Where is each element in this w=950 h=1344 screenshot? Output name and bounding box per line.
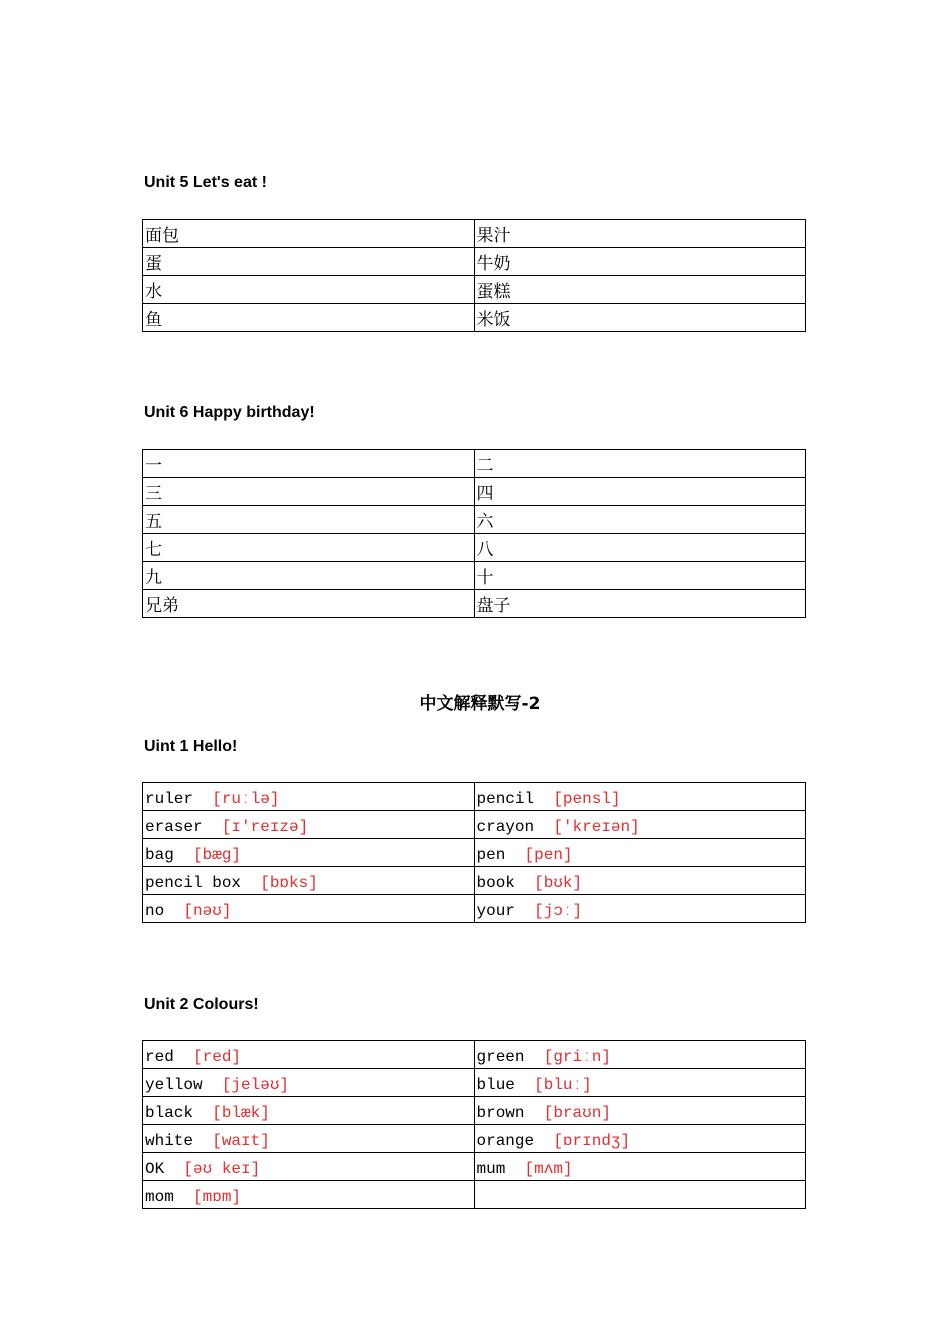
vocab-cell: 兄弟 <box>143 590 475 618</box>
spacer <box>515 902 534 920</box>
table-row <box>143 1069 806 1097</box>
vocab-cell <box>474 895 806 923</box>
spacer <box>534 1132 553 1150</box>
vocab-cell <box>474 783 806 811</box>
unit2-table <box>142 1040 806 1209</box>
spacer <box>193 790 212 808</box>
vocab-cell <box>474 1097 806 1125</box>
vocab-cell <box>143 1069 475 1097</box>
vocab-cell <box>474 867 806 895</box>
vocab-cell <box>474 1181 806 1209</box>
phonetic-transcription: [ruːlə] <box>212 790 280 808</box>
vocab-cell <box>143 1041 475 1069</box>
table-row <box>143 304 806 332</box>
phonetic-transcription: [griːn] <box>543 1048 611 1066</box>
vocab-cell <box>474 811 806 839</box>
english-word: ruler <box>145 790 194 808</box>
phonetic-transcription: [bluː] <box>534 1076 592 1094</box>
vocab-cell <box>143 895 475 923</box>
english-word: book <box>476 874 515 892</box>
phonetic-transcription: ['kreɪən] <box>553 818 640 836</box>
vocab-cell: 五 <box>143 506 475 534</box>
spacer <box>241 874 260 892</box>
phonetic-transcription: [bɒks] <box>260 874 318 892</box>
vocab-cell <box>143 1097 475 1125</box>
spacer <box>193 1132 212 1150</box>
spacer <box>164 1160 183 1178</box>
table-row <box>143 276 806 304</box>
vocab-cell: 四 <box>474 478 806 506</box>
vocab-cell: 米饭 <box>474 304 806 332</box>
table-row <box>143 1125 806 1153</box>
english-word: mum <box>476 1160 506 1178</box>
phonetic-transcription: [mʌm] <box>524 1160 573 1178</box>
table-row <box>143 811 806 839</box>
english-word: pen <box>476 846 506 864</box>
unit6-table-body <box>143 450 806 618</box>
vocab-cell <box>474 1125 806 1153</box>
english-word: yellow <box>145 1076 203 1094</box>
table-row <box>143 220 806 248</box>
english-word: orange <box>476 1132 535 1150</box>
unit6-title: Unit 6 Happy birthday! <box>144 404 315 421</box>
vocab-cell: 一 <box>143 450 475 478</box>
vocab-cell: 七 <box>143 534 475 562</box>
unit5-table-body <box>143 220 806 332</box>
vocab-cell <box>143 811 475 839</box>
vocab-cell: 水 <box>143 276 475 304</box>
vocab-cell <box>143 867 475 895</box>
phonetic-transcription: [əʊ keɪ] <box>183 1160 261 1178</box>
vocab-cell: 果汁 <box>474 220 806 248</box>
vocab-cell: 三 <box>143 478 475 506</box>
vocab-cell: 面包 <box>143 220 475 248</box>
english-word: red <box>145 1048 174 1066</box>
vocab-cell <box>474 1041 806 1069</box>
vocab-cell <box>143 783 475 811</box>
spacer <box>505 1160 524 1178</box>
spacer <box>525 1048 544 1066</box>
phonetic-transcription: [pen] <box>524 846 573 864</box>
vocab-cell <box>143 1125 475 1153</box>
table-row <box>143 1097 806 1125</box>
phonetic-transcription: [waɪt] <box>212 1132 270 1150</box>
table-row <box>143 562 806 590</box>
english-word: eraser <box>145 818 203 836</box>
english-word: pencil <box>476 790 535 808</box>
table-row <box>143 839 806 867</box>
english-word: green <box>476 1048 525 1066</box>
phonetic-transcription: [red] <box>193 1048 242 1066</box>
vocab-cell <box>143 1153 475 1181</box>
table-row <box>143 590 806 618</box>
unit5-table <box>142 219 806 332</box>
english-word: pencil box <box>145 874 242 892</box>
table-row <box>143 534 806 562</box>
vocab-cell: 牛奶 <box>474 248 806 276</box>
spacer <box>534 790 553 808</box>
uint1-table <box>142 782 806 923</box>
phonetic-transcription: [blæk] <box>212 1104 270 1122</box>
phonetic-transcription: [bʊk] <box>534 874 583 892</box>
vocab-cell: 盘子 <box>474 590 806 618</box>
phonetic-transcription: [ɒrɪndʒ] <box>553 1132 631 1150</box>
phonetic-transcription: [bæg] <box>193 846 242 864</box>
uint1-table-body <box>143 783 806 923</box>
english-word: crayon <box>476 818 535 836</box>
english-word: bag <box>145 846 174 864</box>
english-word: OK <box>145 1160 165 1178</box>
spacer <box>174 1188 193 1206</box>
spacer <box>164 902 183 920</box>
phonetic-transcription: [pensl] <box>553 790 621 808</box>
english-word: mom <box>145 1188 174 1206</box>
spacer <box>203 818 222 836</box>
vocab-cell: 二 <box>474 450 806 478</box>
english-word: white <box>145 1132 194 1150</box>
vocab-cell: 十 <box>474 562 806 590</box>
table-row <box>143 450 806 478</box>
spacer <box>505 846 524 864</box>
vocab-cell <box>143 839 475 867</box>
english-word: no <box>145 902 165 920</box>
table-row <box>143 1153 806 1181</box>
phonetic-transcription: [mɒm] <box>193 1188 242 1206</box>
table-row <box>143 478 806 506</box>
phonetic-transcription: [nəʊ] <box>183 902 232 920</box>
vocab-cell <box>474 1069 806 1097</box>
spacer <box>174 1048 193 1066</box>
spacer <box>193 1104 212 1122</box>
part2-title: 中文解释默写-2 <box>419 694 541 714</box>
vocab-cell: 鱼 <box>143 304 475 332</box>
table-row <box>143 248 806 276</box>
phonetic-transcription: [jeləʊ] <box>221 1076 290 1094</box>
spacer <box>515 1076 534 1094</box>
vocab-cell <box>474 839 806 867</box>
spacer <box>203 1076 222 1094</box>
uint1-title: Uint 1 Hello! <box>144 738 238 755</box>
vocab-cell <box>474 1153 806 1181</box>
unit6-table <box>142 449 806 618</box>
spacer <box>534 818 553 836</box>
table-row <box>143 867 806 895</box>
vocab-cell: 八 <box>474 534 806 562</box>
vocab-cell: 六 <box>474 506 806 534</box>
english-word: blue <box>476 1076 515 1094</box>
phonetic-transcription: [braʊn] <box>543 1104 611 1122</box>
spacer <box>515 874 534 892</box>
spacer <box>174 846 193 864</box>
phonetic-transcription: [ɪ'reɪzə] <box>221 818 309 836</box>
vocab-cell: 蛋 <box>143 248 475 276</box>
table-row <box>143 1181 806 1209</box>
english-word: your <box>476 902 515 920</box>
unit2-table-body <box>143 1041 806 1209</box>
english-word: brown <box>476 1104 525 1122</box>
table-row <box>143 895 806 923</box>
vocab-cell: 蛋糕 <box>474 276 806 304</box>
vocab-cell <box>143 1181 475 1209</box>
table-row <box>143 1041 806 1069</box>
unit5-title: Unit 5 Let's eat ! <box>144 174 267 191</box>
english-word: black <box>145 1104 194 1122</box>
vocab-cell: 九 <box>143 562 475 590</box>
spacer <box>525 1104 544 1122</box>
table-row <box>143 783 806 811</box>
unit2-title: Unit 2 Colours! <box>144 996 259 1013</box>
phonetic-transcription: [jɔː] <box>534 902 583 920</box>
table-row <box>143 506 806 534</box>
